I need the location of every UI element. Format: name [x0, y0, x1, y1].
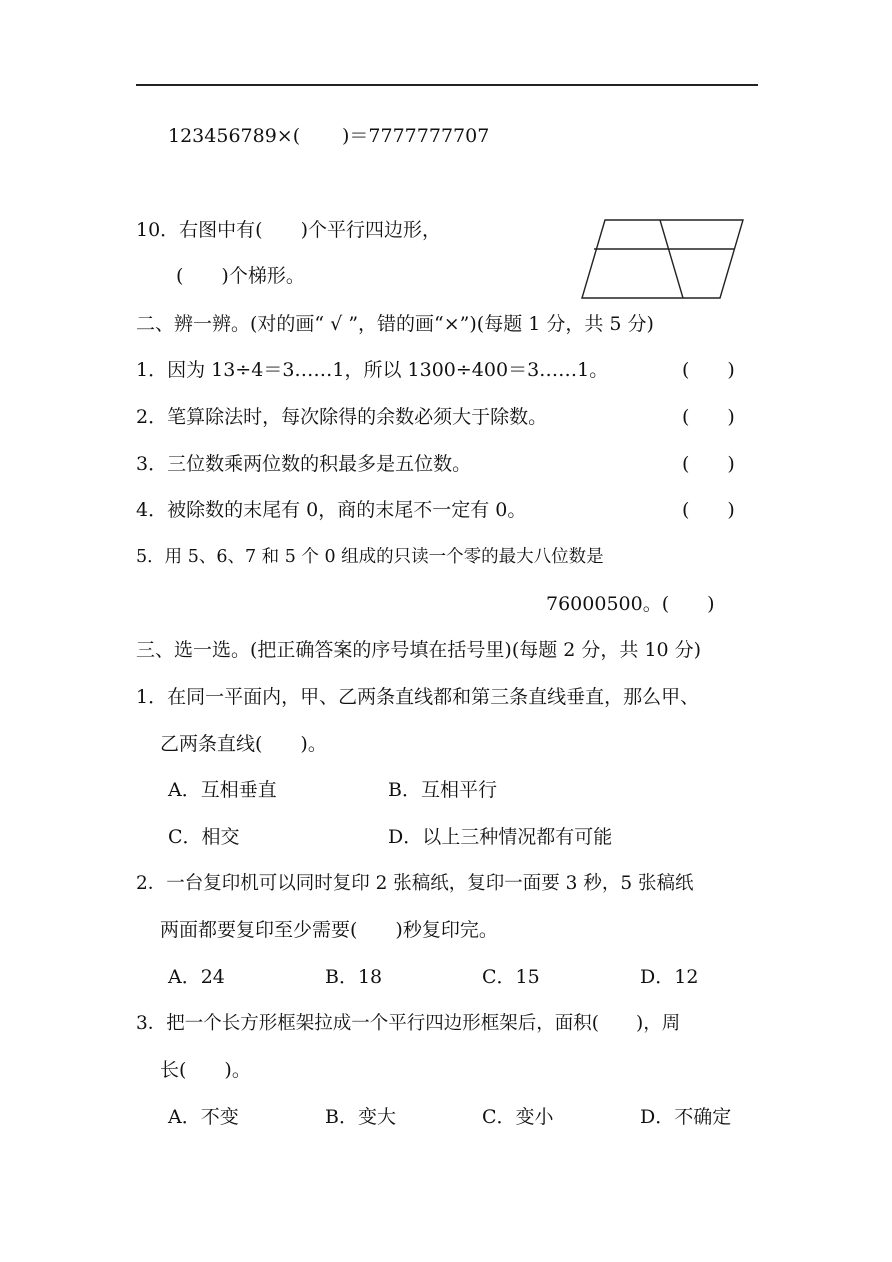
s2-item-4-answer-paren: ( ) [682, 499, 735, 521]
s2-item-1: 1．因为 13÷4＝3……1，所以 1300÷400＝3……1。 [136, 359, 609, 381]
section3-title: 三、选一选。(把正确答案的序号填在括号里)(每题 2 分，共 10 分) [136, 639, 702, 661]
parallelogram-figure [580, 216, 746, 300]
header-rule [136, 84, 758, 86]
s2-item-5-line2: 76000500。( ) [546, 593, 715, 615]
s2-item-1-answer-paren: ( ) [682, 359, 735, 381]
s3-q2-option-a: A．24 [168, 966, 225, 988]
s2-item-2: 2．笔算除法时，每次除得的余数必须大于除数。 [136, 406, 548, 428]
s3-q1-option-d: D．以上三种情况都有可能 [388, 826, 613, 848]
s3-q3-option-c: C．变小 [482, 1106, 554, 1128]
equation-left: 123456789×( [168, 125, 301, 147]
s3-q3-option-b: B．变大 [325, 1106, 396, 1128]
s3-q1-line2: 乙两条直线( )。 [160, 733, 327, 755]
s3-q3-line2: 长( )。 [160, 1059, 251, 1081]
outer-parallelogram [582, 220, 743, 298]
q10-line2: ( )个梯形。 [176, 265, 305, 287]
s3-q3-option-a: A．不变 [168, 1106, 239, 1128]
s3-q3-option-d: D．不确定 [640, 1106, 732, 1128]
s3-q2-line1: 2．一台复印机可以同时复印 2 张稿纸，复印一面要 3 秒，5 张稿纸 [136, 873, 694, 894]
s3-q1-option-a: A．互相垂直 [168, 779, 277, 801]
q10-line1: 10．右图中有( )个平行四边形， [136, 219, 442, 241]
s3-q3-line1: 3．把一个长方形框架拉成一个平行四边形框架后，面积( )，周 [136, 1013, 681, 1034]
s2-item-2-answer-paren: ( ) [682, 406, 735, 428]
s2-item-4: 4．被除数的末尾有 0，商的末尾不一定有 0。 [136, 499, 527, 521]
s3-q2-option-b: B．18 [325, 966, 383, 988]
s3-q2-line2: 两面都要复印至少需要( )秒复印完。 [160, 919, 498, 941]
equation-right: )＝7777777707 [342, 125, 490, 147]
s2-item-5-line1: 5．用 5、6、7 和 5 个 0 组成的只读一个零的最大八位数是 [136, 547, 604, 567]
s2-item-3-answer-paren: ( ) [682, 453, 735, 475]
section2-title: 二、辨一辨。(对的画“ √ ”，错的画“×”)(每题 1 分，共 5 分) [136, 313, 654, 335]
s3-q1-option-c: C．相交 [168, 826, 240, 848]
s2-item-3: 3．三位数乘两位数的积最多是五位数。 [136, 453, 472, 475]
s3-q2-option-d: D．12 [640, 966, 699, 988]
s3-q2-option-c: C．15 [482, 966, 540, 988]
s3-q1-line1: 1．在同一平面内，甲、乙两条直线都和第三条直线垂直，那么甲、 [136, 686, 700, 708]
s3-q1-option-b: B．互相平行 [388, 779, 497, 801]
slanted-divider [660, 220, 683, 298]
